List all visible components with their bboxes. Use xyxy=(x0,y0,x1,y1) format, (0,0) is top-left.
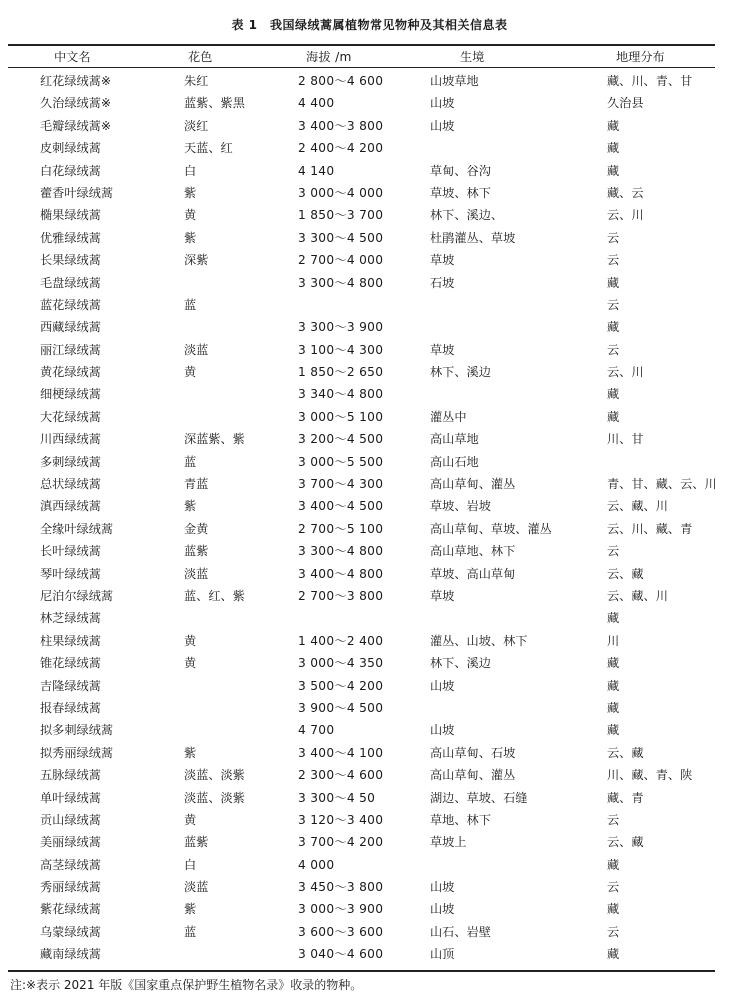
table-row xyxy=(0,764,739,786)
cell-name: 毛瓣绿绒蒿※ xyxy=(40,118,112,133)
cell-distribution: 藏 xyxy=(607,947,620,962)
cell-flower-color: 朱红 xyxy=(184,74,209,88)
table-header xyxy=(0,47,739,67)
cell-altitude: 4 700 xyxy=(298,723,335,738)
cell-distribution: 藏 xyxy=(607,320,620,335)
cell-flower-color: 淡蓝 xyxy=(184,880,209,895)
cell-name: 多刺绿绒蒿 xyxy=(40,454,101,469)
cell-name: 藿香叶绿绒蒿 xyxy=(40,185,114,200)
cell-altitude: 3 900～4 500 xyxy=(298,700,384,715)
cell-altitude: 3 600～3 600 xyxy=(298,924,384,939)
cell-distribution: 藏 xyxy=(607,387,620,402)
cell-altitude: 3 000～5 500 xyxy=(298,454,384,469)
cell-name: 美丽绿绒蒿 xyxy=(40,835,101,850)
cell-altitude: 3 340～4 800 xyxy=(298,387,384,402)
cell-distribution: 藏 xyxy=(607,857,620,872)
cell-flower-color: 淡蓝 xyxy=(184,342,209,357)
cell-name: 锥花绿绒蒿 xyxy=(40,656,101,671)
cell-distribution: 云、藏 xyxy=(607,745,644,760)
cell-name: 皮刺绿绒蒿 xyxy=(40,141,101,156)
cell-name: 紫花绿绒蒿 xyxy=(40,902,101,917)
cell-name: 滇西绿绒蒿 xyxy=(40,499,101,514)
cell-altitude: 3 400～3 800 xyxy=(298,118,384,133)
cell-habitat: 草坡 xyxy=(430,253,455,268)
cell-habitat: 林下、溪边、 xyxy=(430,208,504,223)
cell-name: 吉隆绿绒蒿 xyxy=(40,678,101,693)
cell-distribution: 云、川 xyxy=(607,208,644,223)
cell-habitat: 林下、溪边 xyxy=(430,656,491,671)
cell-altitude: 3 400～4 500 xyxy=(298,499,384,514)
cell-distribution: 云、藏 xyxy=(607,835,644,850)
table-row xyxy=(0,92,739,114)
cell-distribution: 藏 xyxy=(607,723,620,738)
cell-name: 长果绿绒蒿 xyxy=(40,253,101,268)
cell-name: 白花绿绒蒿 xyxy=(40,163,101,178)
cell-altitude: 3 700～4 300 xyxy=(298,477,384,492)
table-row xyxy=(0,451,739,473)
header-altitude: 海拔 /m xyxy=(306,50,352,64)
cell-altitude: 3 000～5 100 xyxy=(298,409,384,424)
cell-altitude: 3 300～4 800 xyxy=(298,544,384,559)
table-row xyxy=(0,316,739,338)
cell-habitat: 灌丛中 xyxy=(430,409,467,424)
cell-altitude: 3 040～4 600 xyxy=(298,947,384,962)
cell-habitat: 山坡 xyxy=(430,902,455,917)
cell-distribution: 藏 xyxy=(607,611,620,626)
cell-altitude: 2 800～4 600 xyxy=(298,74,384,88)
cell-distribution: 藏 xyxy=(607,163,620,178)
table-row xyxy=(0,921,739,943)
cell-altitude: 2 700～3 800 xyxy=(298,588,384,603)
cell-altitude: 2 300～4 600 xyxy=(298,768,384,783)
table-row xyxy=(0,294,739,316)
cell-flower-color: 深蓝紫、紫 xyxy=(184,432,245,447)
cell-habitat: 草坡上 xyxy=(430,835,467,850)
cell-flower-color: 蓝 xyxy=(184,924,197,939)
cell-name: 总状绿绒蒿 xyxy=(40,477,101,492)
cell-name: 毛盘绿绒蒿 xyxy=(40,275,101,290)
cell-flower-color: 紫 xyxy=(184,185,197,200)
table-row xyxy=(0,742,739,764)
header-habitat: 生境 xyxy=(460,50,485,64)
cell-name: 秀丽绿绒蒿 xyxy=(40,880,101,895)
table-row xyxy=(0,473,739,495)
cell-distribution: 川、藏、青、陕 xyxy=(607,768,693,783)
cell-name: 高茎绿绒蒿 xyxy=(40,857,101,872)
table-row xyxy=(0,607,739,629)
table-row xyxy=(0,898,739,920)
cell-name: 琴叶绿绒蒿 xyxy=(40,566,101,581)
cell-name: 乌蒙绿绒蒿 xyxy=(40,924,101,939)
table-row xyxy=(0,787,739,809)
cell-distribution: 云 xyxy=(607,342,620,357)
cell-habitat: 草坡、林下 xyxy=(430,185,491,200)
cell-flower-color: 淡红 xyxy=(184,118,209,133)
table-row xyxy=(0,70,739,92)
cell-name: 久治绿绒蒿※ xyxy=(40,96,112,111)
cell-name: 拟秀丽绿绒蒿 xyxy=(40,745,114,760)
cell-altitude: 2 700～5 100 xyxy=(298,521,384,536)
cell-flower-color: 蓝、红、紫 xyxy=(184,588,245,603)
cell-flower-color: 深紫 xyxy=(184,253,209,268)
cell-altitude: 1 850～3 700 xyxy=(298,208,384,223)
cell-name: 椭果绿绒蒿 xyxy=(40,208,101,223)
cell-habitat: 山坡草地 xyxy=(430,74,479,88)
cell-distribution: 云 xyxy=(607,230,620,245)
table-row xyxy=(0,249,739,271)
cell-altitude: 3 700～4 200 xyxy=(298,835,384,850)
cell-distribution: 云、藏、川 xyxy=(607,499,668,514)
table-row xyxy=(0,518,739,540)
table-row xyxy=(0,406,739,428)
cell-habitat: 山坡 xyxy=(430,880,455,895)
cell-distribution: 云 xyxy=(607,253,620,268)
table-row xyxy=(0,563,739,585)
cell-altitude: 2 700～4 000 xyxy=(298,253,384,268)
cell-name: 优雅绿绒蒿 xyxy=(40,230,101,245)
cell-flower-color: 白 xyxy=(184,857,197,872)
cell-flower-color: 黄 xyxy=(184,812,197,827)
cell-habitat: 高山草甸、灌丛 xyxy=(430,768,516,783)
table-row xyxy=(0,809,739,831)
cell-distribution: 云、藏、川 xyxy=(607,588,668,603)
cell-name: 贡山绿绒蒿 xyxy=(40,812,101,827)
table-row xyxy=(0,182,739,204)
cell-distribution: 藏 xyxy=(607,141,620,156)
cell-altitude: 4 400 xyxy=(298,96,335,111)
cell-altitude: 4 140 xyxy=(298,163,335,178)
cell-habitat: 高山草甸、草坡、灌丛 xyxy=(430,521,552,536)
table-row xyxy=(0,675,739,697)
cell-flower-color: 蓝 xyxy=(184,297,197,312)
cell-flower-color: 黄 xyxy=(184,656,197,671)
table-row xyxy=(0,876,739,898)
cell-distribution: 藏 xyxy=(607,902,620,917)
cell-distribution: 云 xyxy=(607,924,620,939)
cell-flower-color: 紫 xyxy=(184,230,197,245)
table-row xyxy=(0,831,739,853)
table-row xyxy=(0,630,739,652)
cell-habitat: 草坡、高山草甸 xyxy=(430,566,516,581)
cell-name: 报春绿绒蒿 xyxy=(40,700,101,715)
cell-name: 五脉绿绒蒿 xyxy=(40,768,101,783)
top-rule xyxy=(8,44,715,46)
cell-altitude: 3 400～4 800 xyxy=(298,566,384,581)
cell-habitat: 高山草甸、石坡 xyxy=(430,745,516,760)
cell-flower-color: 蓝紫 xyxy=(184,544,209,559)
cell-name: 丽江绿绒蒿 xyxy=(40,342,101,357)
cell-flower-color: 淡蓝、淡紫 xyxy=(184,768,245,783)
cell-habitat: 山坡 xyxy=(430,723,455,738)
cell-name: 全缘叶绿绒蒿 xyxy=(40,521,114,536)
cell-flower-color: 紫 xyxy=(184,902,197,917)
cell-altitude: 3 300～4 500 xyxy=(298,230,384,245)
header-flower-color: 花色 xyxy=(188,50,213,64)
cell-habitat: 山坡 xyxy=(430,118,455,133)
cell-distribution: 藏、青 xyxy=(607,790,644,805)
cell-flower-color: 紫 xyxy=(184,745,197,760)
cell-name: 细梗绿绒蒿 xyxy=(40,387,101,402)
table-row xyxy=(0,272,739,294)
table-row xyxy=(0,428,739,450)
cell-habitat: 山石、岩壁 xyxy=(430,924,491,939)
cell-distribution: 川、甘 xyxy=(607,432,644,447)
cell-distribution: 藏 xyxy=(607,678,620,693)
table-row xyxy=(0,339,739,361)
table-row xyxy=(0,227,739,249)
cell-flower-color: 淡蓝、淡紫 xyxy=(184,790,245,805)
cell-habitat: 山坡 xyxy=(430,678,455,693)
cell-habitat: 杜鹃灌丛、草坡 xyxy=(430,230,516,245)
cell-altitude: 3 000～4 000 xyxy=(298,185,384,200)
cell-name: 长叶绿绒蒿 xyxy=(40,544,101,559)
table-row xyxy=(0,697,739,719)
cell-altitude: 4 000 xyxy=(298,857,335,872)
cell-altitude: 3 300～3 900 xyxy=(298,320,384,335)
cell-name: 蓝花绿绒蒿 xyxy=(40,297,101,312)
cell-altitude: 1 400～2 400 xyxy=(298,633,384,648)
cell-habitat: 草坡 xyxy=(430,588,455,603)
cell-habitat: 石坡 xyxy=(430,275,455,290)
table-row xyxy=(0,943,739,965)
cell-flower-color: 金黄 xyxy=(184,521,209,536)
cell-distribution: 云 xyxy=(607,297,620,312)
cell-distribution: 云、藏 xyxy=(607,566,644,581)
cell-habitat: 山顶 xyxy=(430,947,455,962)
cell-distribution: 云、川 xyxy=(607,365,644,380)
cell-distribution: 云 xyxy=(607,812,620,827)
cell-name: 柱果绿绒蒿 xyxy=(40,633,101,648)
table-row xyxy=(0,137,739,159)
table-row xyxy=(0,652,739,674)
cell-habitat: 林下、溪边 xyxy=(430,365,491,380)
table-row xyxy=(0,719,739,741)
cell-habitat: 草坡 xyxy=(430,342,455,357)
table-row xyxy=(0,585,739,607)
cell-distribution: 川 xyxy=(607,633,620,648)
header-name: 中文名 xyxy=(54,50,91,64)
cell-habitat: 灌丛、山坡、林下 xyxy=(430,633,528,648)
cell-altitude: 3 200～4 500 xyxy=(298,432,384,447)
cell-altitude: 3 300～4 50 xyxy=(298,790,376,805)
cell-flower-color: 黄 xyxy=(184,208,197,223)
cell-distribution: 云、川、藏、青 xyxy=(607,521,693,536)
cell-name: 西藏绿绒蒿 xyxy=(40,320,101,335)
cell-distribution: 青、甘、藏、云、川 xyxy=(607,477,717,492)
cell-altitude: 3 500～4 200 xyxy=(298,678,384,693)
cell-distribution: 藏 xyxy=(607,656,620,671)
cell-distribution: 藏 xyxy=(607,275,620,290)
table-row xyxy=(0,115,739,137)
cell-altitude: 3 450～3 800 xyxy=(298,880,384,895)
cell-flower-color: 白 xyxy=(184,163,197,178)
bottom-rule xyxy=(8,970,715,972)
cell-flower-color: 紫 xyxy=(184,499,197,514)
cell-habitat: 高山草甸、灌丛 xyxy=(430,477,516,492)
table-row xyxy=(0,160,739,182)
cell-flower-color: 黄 xyxy=(184,633,197,648)
cell-flower-color: 蓝 xyxy=(184,454,197,469)
cell-habitat: 高山草地 xyxy=(430,432,479,447)
cell-distribution: 藏、云 xyxy=(607,185,644,200)
cell-flower-color: 黄 xyxy=(184,365,197,380)
cell-name: 尼泊尔绿绒蒿 xyxy=(40,588,114,603)
cell-name: 藏南绿绒蒿 xyxy=(40,947,101,962)
cell-altitude: 3 120～3 400 xyxy=(298,812,384,827)
cell-name: 单叶绿绒蒿 xyxy=(40,790,101,805)
cell-altitude: 3 400～4 100 xyxy=(298,745,384,760)
table-caption: 表 1 我国绿绒蒿属植物常见物种及其相关信息表 xyxy=(231,18,508,32)
cell-distribution: 藏、川、青、甘 xyxy=(607,74,693,88)
cell-habitat: 草坡、岩坡 xyxy=(430,499,491,514)
cell-distribution: 云 xyxy=(607,880,620,895)
cell-habitat: 高山石地 xyxy=(430,454,479,469)
cell-distribution: 云 xyxy=(607,544,620,559)
cell-altitude: 3 300～4 800 xyxy=(298,275,384,290)
cell-flower-color: 淡蓝 xyxy=(184,566,209,581)
cell-flower-color: 天蓝、红 xyxy=(184,141,233,156)
cell-habitat: 草甸、谷沟 xyxy=(430,163,491,178)
table-row xyxy=(0,383,739,405)
header-rule xyxy=(8,67,715,68)
cell-altitude: 3 000～3 900 xyxy=(298,902,384,917)
cell-name: 林芝绿绒蒿 xyxy=(40,611,101,626)
table-row xyxy=(0,854,739,876)
table-row xyxy=(0,204,739,226)
cell-distribution: 藏 xyxy=(607,118,620,133)
cell-distribution: 藏 xyxy=(607,700,620,715)
cell-altitude: 1 850～2 650 xyxy=(298,365,384,380)
header-distribution: 地理分布 xyxy=(616,50,665,64)
cell-distribution: 久治县 xyxy=(607,96,644,111)
cell-name: 川西绿绒蒿 xyxy=(40,432,101,447)
cell-habitat: 山坡 xyxy=(430,96,455,111)
cell-habitat: 湖边、草坡、石缝 xyxy=(430,790,528,805)
cell-flower-color: 蓝紫 xyxy=(184,835,209,850)
table-row xyxy=(0,495,739,517)
cell-name: 红花绿绒蒿※ xyxy=(40,74,112,88)
cell-name: 拟多刺绿绒蒿 xyxy=(40,723,114,738)
cell-name: 黄花绿绒蒿 xyxy=(40,365,101,380)
table-row xyxy=(0,540,739,562)
cell-distribution: 藏 xyxy=(607,409,620,424)
cell-altitude: 2 400～4 200 xyxy=(298,141,384,156)
table-note: 注:※表示 2021 年版《国家重点保护野生植物名录》收录的物种。 xyxy=(10,978,363,992)
cell-altitude: 3 000～4 350 xyxy=(298,656,384,671)
cell-flower-color: 青蓝 xyxy=(184,477,209,492)
cell-altitude: 3 100～4 300 xyxy=(298,342,384,357)
cell-flower-color: 蓝紫、紫黑 xyxy=(184,96,245,111)
table-row xyxy=(0,361,739,383)
cell-name: 大花绿绒蒿 xyxy=(40,409,101,424)
table-body xyxy=(0,70,739,966)
cell-habitat: 草地、林下 xyxy=(430,812,491,827)
cell-habitat: 高山草地、林下 xyxy=(430,544,516,559)
